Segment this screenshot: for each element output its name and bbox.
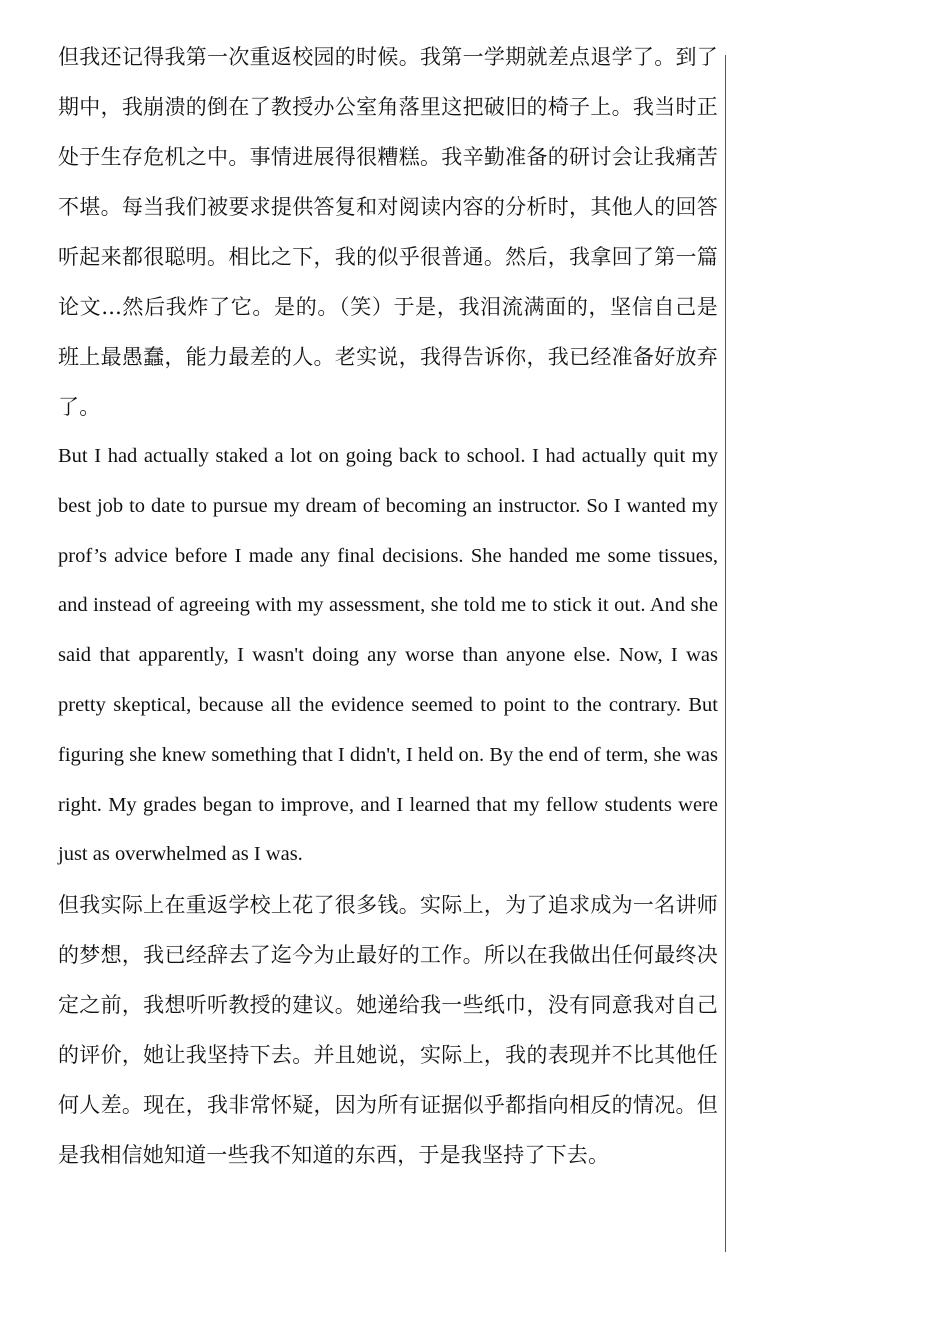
document-body bbox=[58, 32, 718, 1180]
paragraph-chinese-2: 但我实际上在重返学校上花了很多钱。实际上，为了追求成为一名讲师的梦想，我已经辞去了迄今为止最好的工作。所以在我做出任何最终决定之前，我想听听教授的建议。她递给我一些纸巾，没有同意我对自己的评价，她让我坚持下去。并且她说，实际上，我的表现并不比其他任何人差。现在，我非常怀疑，因为所有证据似乎都指向相反的情况。但是我相信她知道一些我不知道的东西，于是我坚持了下去。 bbox=[58, 893, 718, 1168]
paragraph-chinese-1: 但我还记得我第一次重返校园的时候。我第一学期就差点退学了。到了期中，我崩溃的倒在了教授办公室角落里这把破旧的椅子上。我当时正处于生存危机之中。事情进展得很糟糕。我辛勤准备的研讨会让我痛苦不堪。每当我们被要求提供答复和对阅读内容的分析时，其他人的回答听起来都很聪明。相比之下，我的似乎很普通。然后，我拿回了第一篇论文...然后我炸了它。是的。（笑）于是，我泪流满面的，坚信自己是班上最愚蠢，能力最差的人。老实说，我得告诉你，我已经准备好放弃了。 bbox=[58, 45, 718, 419]
paragraph-english-1: But I had actually staked a lot on going back to school. I had actually quit my best job to date to pursue my dream of becoming an instructor. So I wanted my prof’s advice before I made any final decisions. She handed me some tissues, and instead of agreeing with my assessment, she told me to stick it out. And she said that apparently, I wasn't doing any worse than anyone else. Now, I was pretty skeptical, because all the evidence seemed to point to the contrary. But figuring she knew something that I didn't, I held on. By the end of term, she was right. My grades began to improve, and I learned that my fellow students were just as overwhelmed as I was. bbox=[58, 445, 718, 866]
right-margin-rule bbox=[725, 55, 726, 1252]
